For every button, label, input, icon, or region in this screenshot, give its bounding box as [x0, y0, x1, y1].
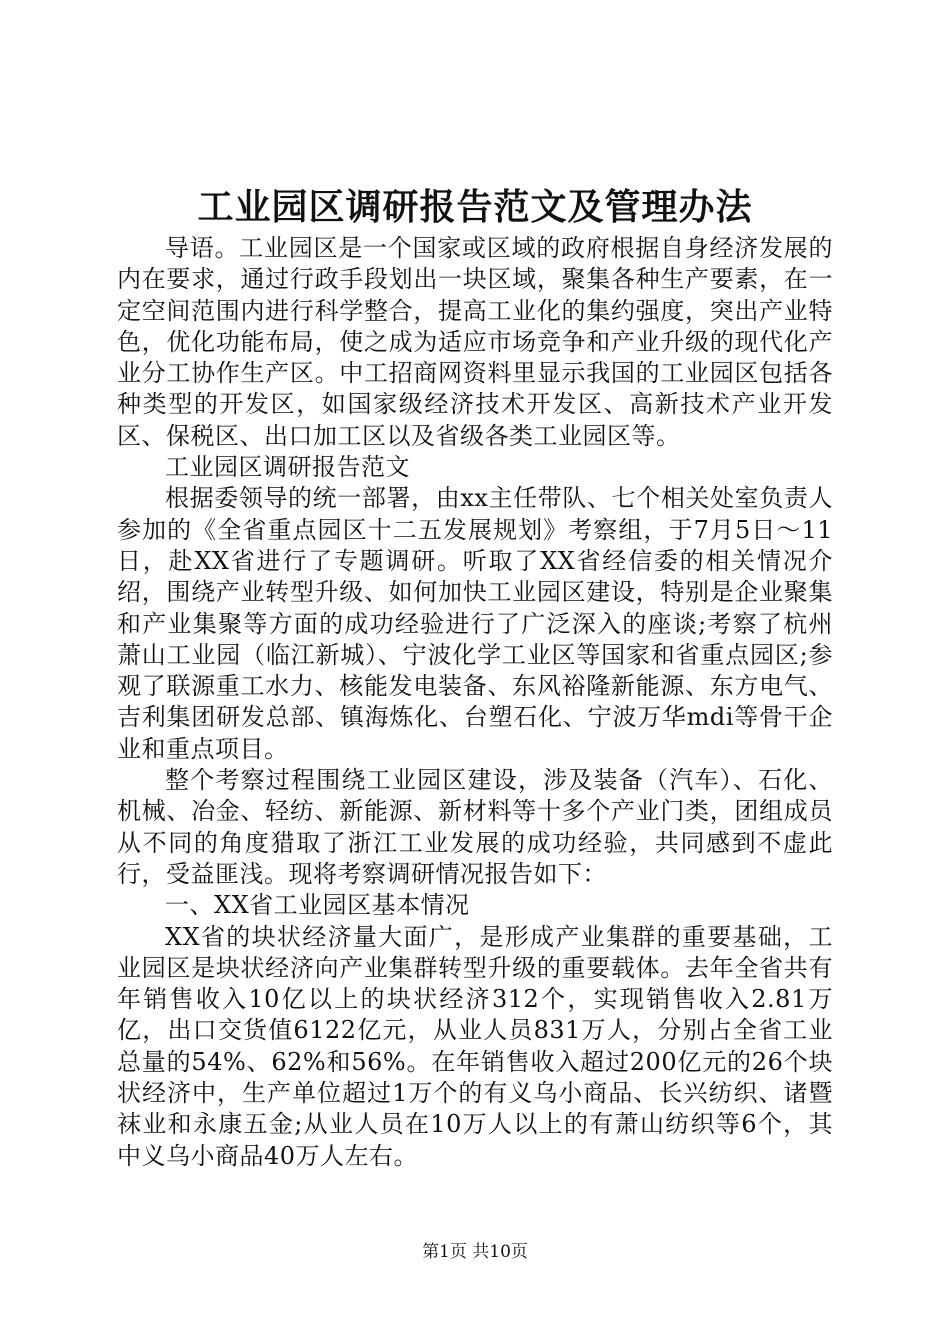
- document-body: [117, 233, 833, 1172]
- paragraph-section-heading: 工业园区调研报告范文: [165, 453, 410, 482]
- document-title: 工业园区调研报告范文及管理办法: [197, 186, 753, 228]
- paragraph-overview: 整个考察过程围绕工业园区建设，涉及装备（汽车）、石化、机械、冶金、轻纺、新能源、新材料等十多个产业门类，团组成员从不同的角度猎取了浙江工业发展的成功经验，共同感到不虚此行，受益匪浅。现将考察调研情况报告如下：: [117, 766, 833, 888]
- page-number-footer: 第1页 共10页: [422, 1242, 528, 1262]
- paragraph-intro: 导语。工业园区是一个国家或区域的政府根据自身经济发展的内在要求，通过行政手段划出一块区域，聚集各种生产要素，在一定空间范围内进行科学整合，提高工业化的集约强度，突出产业特色，优化功能布局，使之成为适应市场竞争和产业升级的现代化产业分工协作生产区。中工招商网资料里显示我国的工业园区包括各种类型的开发区，如国家级经济技术开发区、高新技术产业开发区、保税区、出口加工区以及省级各类工业园区等。: [117, 234, 833, 450]
- paragraph-subheading: 一、XX省工业园区基本情况: [165, 891, 470, 920]
- paragraph-background: 根据委领导的统一部署，由xx主任带队、七个相关处室负责人参加的《全省重点园区十二五发展规划》考察组，于7月5日～11日，赴XX省进行了专题调研。听取了XX省经信委的相关情况介绍，围绕产业转型升级、如何加快工业园区建设，特别是企业聚集和产业集聚等方面的成功经验进行了广泛深入的座谈;考察了杭州萧山工业园（临江新城）、宁波化学工业区等国家和省重点园区;参观了联源重工水力、核能发电装备、东风裕隆新能源、东方电气、吉利集团研发总部、镇海炼化、台塑石化、宁波万华mdi等骨干企业和重点项目。: [117, 484, 833, 763]
- paragraph-basic-situation: XX省的块状经济量大面广，是形成产业集群的重要基础，工业园区是块状经济向产业集群转型升级的重要载体。去年全省共有年销售收入10亿以上的块状经济312个，实现销售收入2.81万亿，出口交货值6122亿元，从业人员831万人，分别占全省工业总量的54%、62%和56%。在年销售收入超过200亿元的26个块状经济中，生产单位超过1万个的有义乌小商品、长兴纺织、诸暨袜业和永康五金;从业人员在10万人以上的有萧山纺织等6个，其中义乌小商品40万人左右。: [117, 922, 833, 1170]
